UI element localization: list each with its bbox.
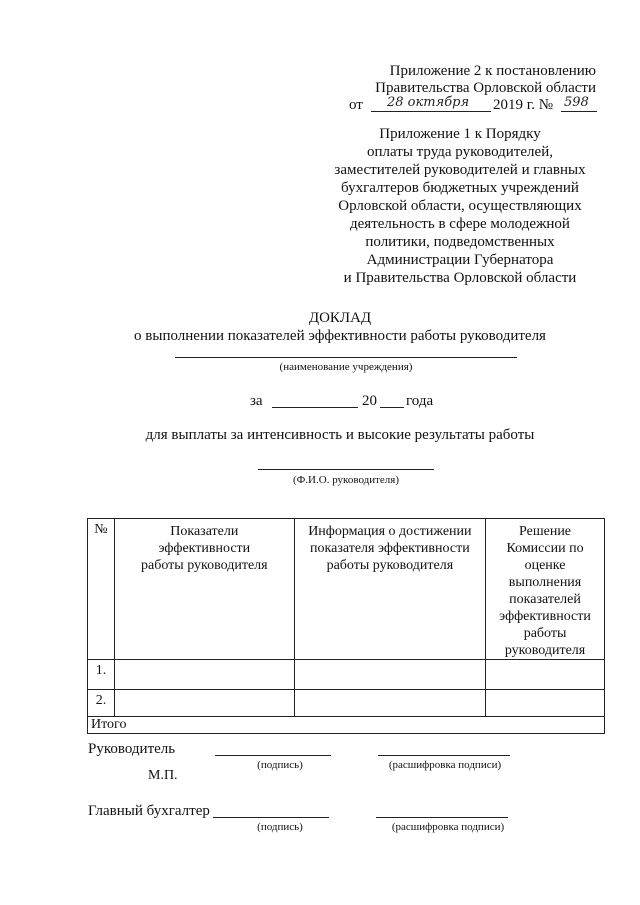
table-header-row	[88, 519, 605, 660]
appendix1-line: заместителей руководителей и главных	[334, 162, 586, 178]
row-information-cell	[294, 690, 485, 717]
appendix1-line: политики, подведомственных	[365, 234, 555, 250]
header-information: Информация о достижении показателя эффективности работы руководителя	[294, 519, 485, 660]
table-total-row	[88, 717, 605, 734]
appendix1-line: оплаты труда руководителей,	[367, 144, 553, 160]
appendix1-block	[330, 125, 590, 287]
head-label: Руководитель	[88, 741, 176, 757]
institution-underline	[175, 357, 517, 358]
fio-caption: (Ф.И.О. руководителя)	[292, 474, 400, 486]
appendix2-date-line	[349, 96, 609, 116]
appendix2-line2: Правительства Орловской области	[375, 80, 596, 96]
period-underline	[272, 407, 358, 408]
accountant-label: Главный бухгалтер	[88, 803, 210, 819]
period-year: 20	[362, 393, 377, 409]
institution-caption: (наименование учреждения)	[279, 361, 413, 373]
indicators-table	[87, 518, 605, 734]
head-decode-line	[378, 755, 510, 756]
number-handwritten: 598	[564, 95, 589, 110]
table-row	[88, 690, 605, 717]
report-purpose: для выплаты за интенсивность и высокие результаты работы	[145, 427, 535, 443]
head-signature-caption: (подпись)	[257, 759, 303, 771]
appendix1-line: деятельность в сфере молодежной	[350, 216, 570, 232]
date-handwritten: 28 октября	[387, 95, 470, 110]
from-label: от	[349, 97, 363, 113]
accountant-decode-caption: (расшифровка подписи)	[391, 821, 505, 833]
accountant-signature-caption: (подпись)	[257, 821, 303, 833]
row-number: 2.	[88, 690, 115, 717]
head-signature-line	[215, 755, 331, 756]
header-decision: Решение Комиссии по оценке выполнения показателей эффективности работы руководителя	[486, 519, 605, 660]
accountant-signature-line	[213, 817, 329, 818]
appendix1-line: и Правительства Орловской области	[343, 270, 577, 286]
table-row	[88, 660, 605, 690]
year-underline	[380, 407, 404, 408]
appendix1-line: Приложение 1 к Порядку	[379, 126, 541, 142]
appendix1-line: бухгалтеров бюджетных учреждений	[341, 180, 579, 196]
row-number: 1.	[88, 660, 115, 690]
report-subtitle: о выполнении показателей эффективности работы руководителя	[134, 328, 546, 344]
stamp-label: М.П.	[148, 768, 178, 783]
accountant-decode-line	[376, 817, 508, 818]
row-decision-cell	[486, 660, 605, 690]
total-label: Итого	[88, 717, 605, 734]
row-indicator-cell	[114, 660, 294, 690]
period-line	[250, 392, 450, 412]
appendix1-line: Администрации Губернатора	[366, 252, 554, 268]
header-indicators: Показатели эффективности работы руководителя	[114, 519, 294, 660]
appendix2-line1: Приложение 2 к постановлению	[389, 63, 596, 79]
row-information-cell	[294, 660, 485, 690]
header-number: №	[88, 519, 115, 660]
period-suffix: года	[406, 393, 434, 409]
row-indicator-cell	[114, 690, 294, 717]
fio-underline	[258, 469, 434, 470]
head-decode-caption: (расшифровка подписи)	[388, 759, 502, 771]
period-prefix: за	[250, 393, 263, 409]
report-title: ДОКЛАД	[308, 310, 372, 326]
row-decision-cell	[486, 690, 605, 717]
year-number-label: 2019 г. №	[493, 97, 554, 113]
appendix1-line: Орловской области, осуществляющих	[338, 198, 582, 214]
